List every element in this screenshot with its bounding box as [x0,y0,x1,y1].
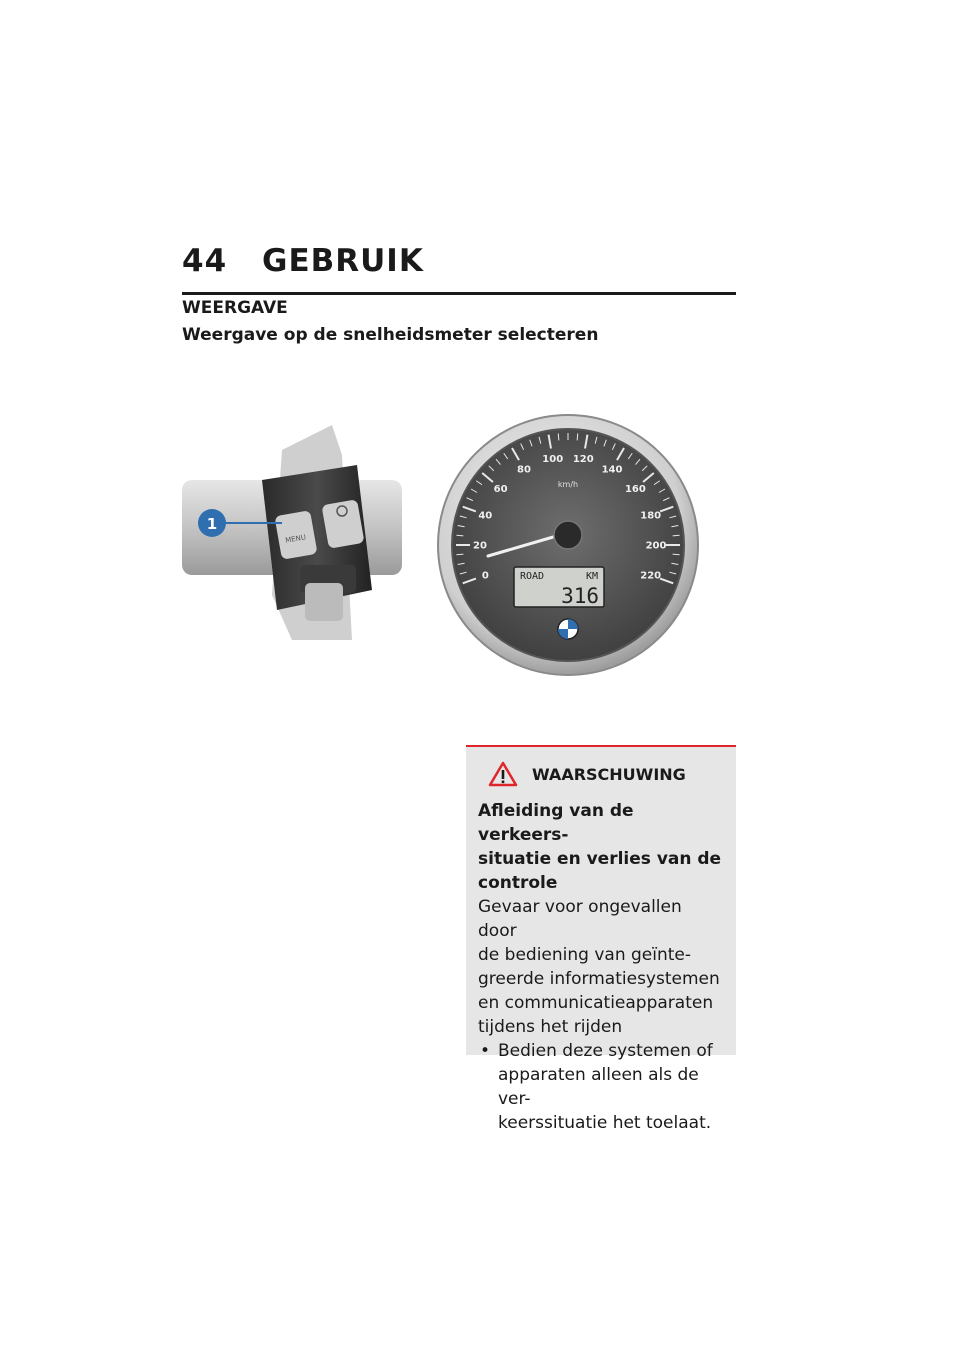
speedo-tick-label: 120 [572,453,594,465]
speedo-tick [456,554,463,555]
warning-header [488,761,724,787]
warning-heading-line: situatie en verlies van de [478,849,722,869]
warning-heading-line: Afleiding van de verkeers- [478,801,634,845]
speedo-tick-label: 180 [640,510,662,522]
speedo-tick [673,554,680,555]
warning-body-line: en communicatieapparaten [478,993,714,1013]
speedo-tick-label: 160 [624,483,646,495]
warning-label: WAARSCHUWING [532,764,686,784]
chapter-title: GEBRUIK [262,243,424,279]
sub-title: Weergave op de snelheidsmeter selecteren [182,325,599,345]
section-title: WEERGAVE [182,298,288,318]
lcd-mode: ROAD [520,571,545,582]
speedometer [422,415,736,705]
header-rule [182,292,736,295]
speedo-tick [558,433,559,440]
speedo-tick [673,535,680,536]
warning-heading-line: controle [478,873,558,893]
warning-bullet: • Bedien deze systemen of apparaten alleen als de ver- keerssituatie het toelaat. [478,1039,724,1135]
warning-body-line: Gevaar voor ongevallen door [478,897,682,941]
warning-box [466,745,736,1133]
speedo-tick [456,535,463,536]
warning-body [478,895,724,1039]
switch-illustration [182,425,402,640]
warning-heading [478,799,724,895]
speedo-tick-label: 220 [640,570,662,582]
speedo-tick-label: 60 [493,483,508,495]
speedo-tick-label: 0 [481,570,489,582]
speedo-tick-label: 200 [645,540,667,552]
lcd-value: 316 [561,584,599,608]
speedo-tick-label: 20 [473,540,487,552]
speedo-tick-label: 80 [517,464,531,476]
switch-label: MENU [284,533,307,545]
page-number: 44 [182,243,228,279]
needle-hub [554,521,582,549]
speedo-unit: km/h [557,480,579,489]
warning-body-line: tijdens het rijden [478,1017,623,1037]
speedo-tick [577,433,578,440]
speedo-tick-label: 140 [601,464,623,476]
warning-body-line: greerde informatiesystemen [478,969,720,989]
speedo-tick-label: 100 [542,453,564,465]
warning-instructions [478,1039,724,1135]
figure-illustration [182,395,736,705]
warning-body-line: de bediening van geïnte- [478,945,692,965]
warning-triangle-icon [488,761,518,787]
lcd-unit: KM [585,571,598,582]
page-header [182,243,424,279]
callout-number: 1 [206,515,218,533]
speedo-tick-label: 40 [478,510,493,522]
figure [182,395,736,705]
